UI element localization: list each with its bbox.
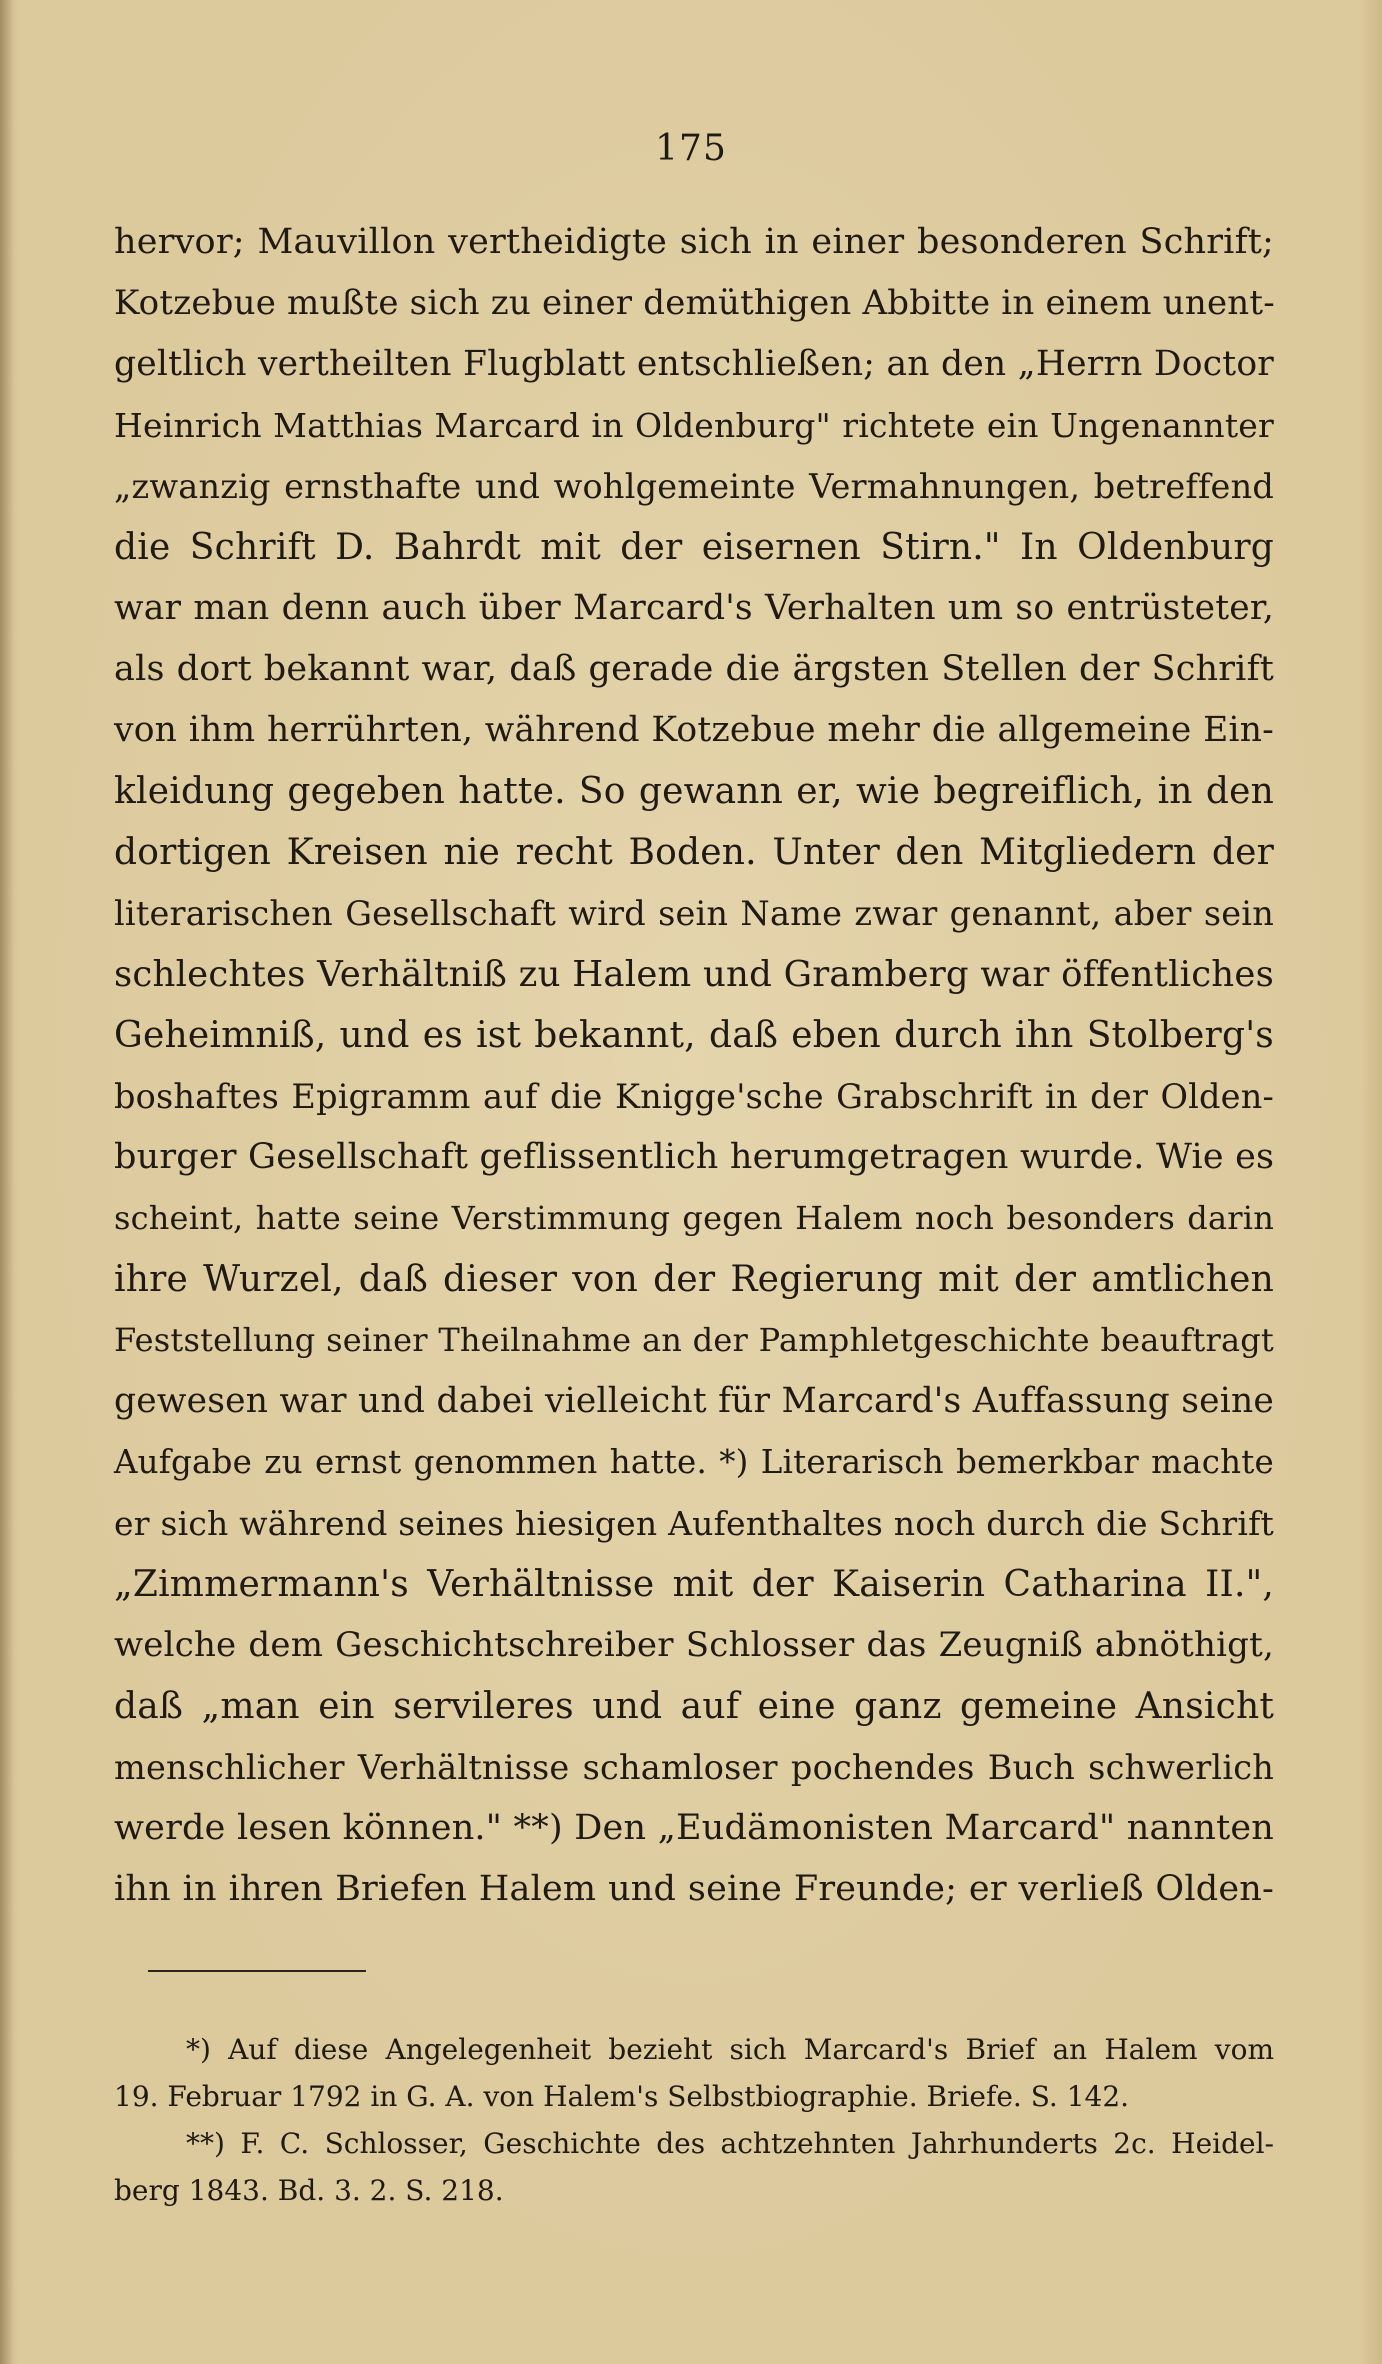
text-line: Feststellung seiner Theilnahme an der Pamphletgeschichte beauftragt <box>114 1321 1274 1359</box>
footnote-line: berg 1843. Bd. 3. 2. S. 218. <box>114 2174 504 2207</box>
text-line: kleidung gegeben hatte. So gewann er, wie begreiflich, in den <box>114 771 1274 812</box>
text-line: boshaftes Epigramm auf die Knigge'sche Grabschrift in der Olden- <box>114 1077 1274 1116</box>
text-line: ihre Wurzel, daß dieser von der Regierung mit der amtlichen <box>114 1259 1274 1300</box>
footnote-separator <box>148 1970 366 1972</box>
text-line: scheint, hatte seine Verstimmung gegen Halem noch besonders darin <box>114 1199 1274 1237</box>
footnote-line: **) F. C. Schlosser, Geschichte des achtzehnten Jahrhunderts 2c. Heidel- <box>186 2127 1274 2160</box>
text-line: Aufgabe zu ernst genommen hatte. *) Literarisch bemerkbar machte <box>114 1443 1274 1481</box>
text-line: daß „man ein servileres und auf eine ganz gemeine Ansicht <box>114 1686 1274 1727</box>
text-line: war man denn auch über Marcard's Verhalten um so entrüsteter, <box>114 588 1274 628</box>
text-line: „Zimmermann's Verhältnisse mit der Kaiserin Catharina II.", <box>114 1564 1274 1605</box>
text-line: schlechtes Verhältniß zu Halem und Gramberg war öffentliches <box>114 954 1274 995</box>
text-line: dortigen Kreisen nie recht Boden. Unter den Mitgliedern der <box>114 832 1274 873</box>
text-line: Heinrich Matthias Marcard in Oldenburg" richtete ein Ungenannter <box>114 406 1274 445</box>
text-line: ihn in ihren Briefen Halem und seine Freunde; er verließ Olden- <box>114 1869 1274 1909</box>
text-line: die Schrift D. Bahrdt mit der eisernen Stirn." In Oldenburg <box>114 527 1274 568</box>
text-line: werde lesen können." **) Den „Eudämonisten Marcard" nannten <box>114 1808 1274 1848</box>
text-line: Kotzebue mußte sich zu einer demüthigen Abbitte in einem unent- <box>114 283 1275 323</box>
text-line: von ihm herrührten, während Kotzebue mehr die allgemeine Ein- <box>114 710 1274 750</box>
text-line: burger Gesellschaft geflissentlich herumgetragen wurde. Wie es <box>114 1137 1275 1177</box>
footnote-line: *) Auf diese Angelegenheit bezieht sich Marcard's Brief an Halem vom <box>186 2033 1274 2066</box>
text-line: literarischen Gesellschaft wird sein Name zwar genannt, aber sein <box>114 894 1274 933</box>
footnotes <box>114 2026 1274 2214</box>
text-line: „zwanzig ernsthafte und wohlgemeinte Vermahnungen, betreffend <box>114 467 1274 506</box>
text-line: hervor; Mauvillon vertheidigte sich in einer besonderen Schrift; <box>114 222 1274 262</box>
text-line: welche dem Geschichtschreiber Schlosser das Zeugniß abnöthigt, <box>114 1625 1274 1665</box>
text-line: Geheimniß, und es ist bekannt, daß eben durch ihn Stolberg's <box>114 1015 1274 1056</box>
page-edge-shadow <box>0 0 14 2364</box>
footnote-line: 19. Februar 1792 in G. A. von Halem's Selbstbiographie. Briefe. S. 142. <box>114 2080 1130 2113</box>
text-line: geltlich vertheilten Flugblatt entschließen; an den „Herrn Doctor <box>114 344 1274 384</box>
page-number: 175 <box>655 128 727 169</box>
text-line: als dort bekannt war, daß gerade die ärgsten Stellen der Schrift <box>114 649 1274 689</box>
text-line: menschlicher Verhältnisse schamloser pochendes Buch schwerlich <box>114 1748 1274 1787</box>
body-text <box>114 212 1274 1920</box>
text-line: er sich während seines hiesigen Aufenthaltes noch durch die Schrift <box>114 1504 1274 1543</box>
text-line: gewesen war und dabei vielleicht für Marcard's Auffassung seine <box>114 1381 1274 1421</box>
